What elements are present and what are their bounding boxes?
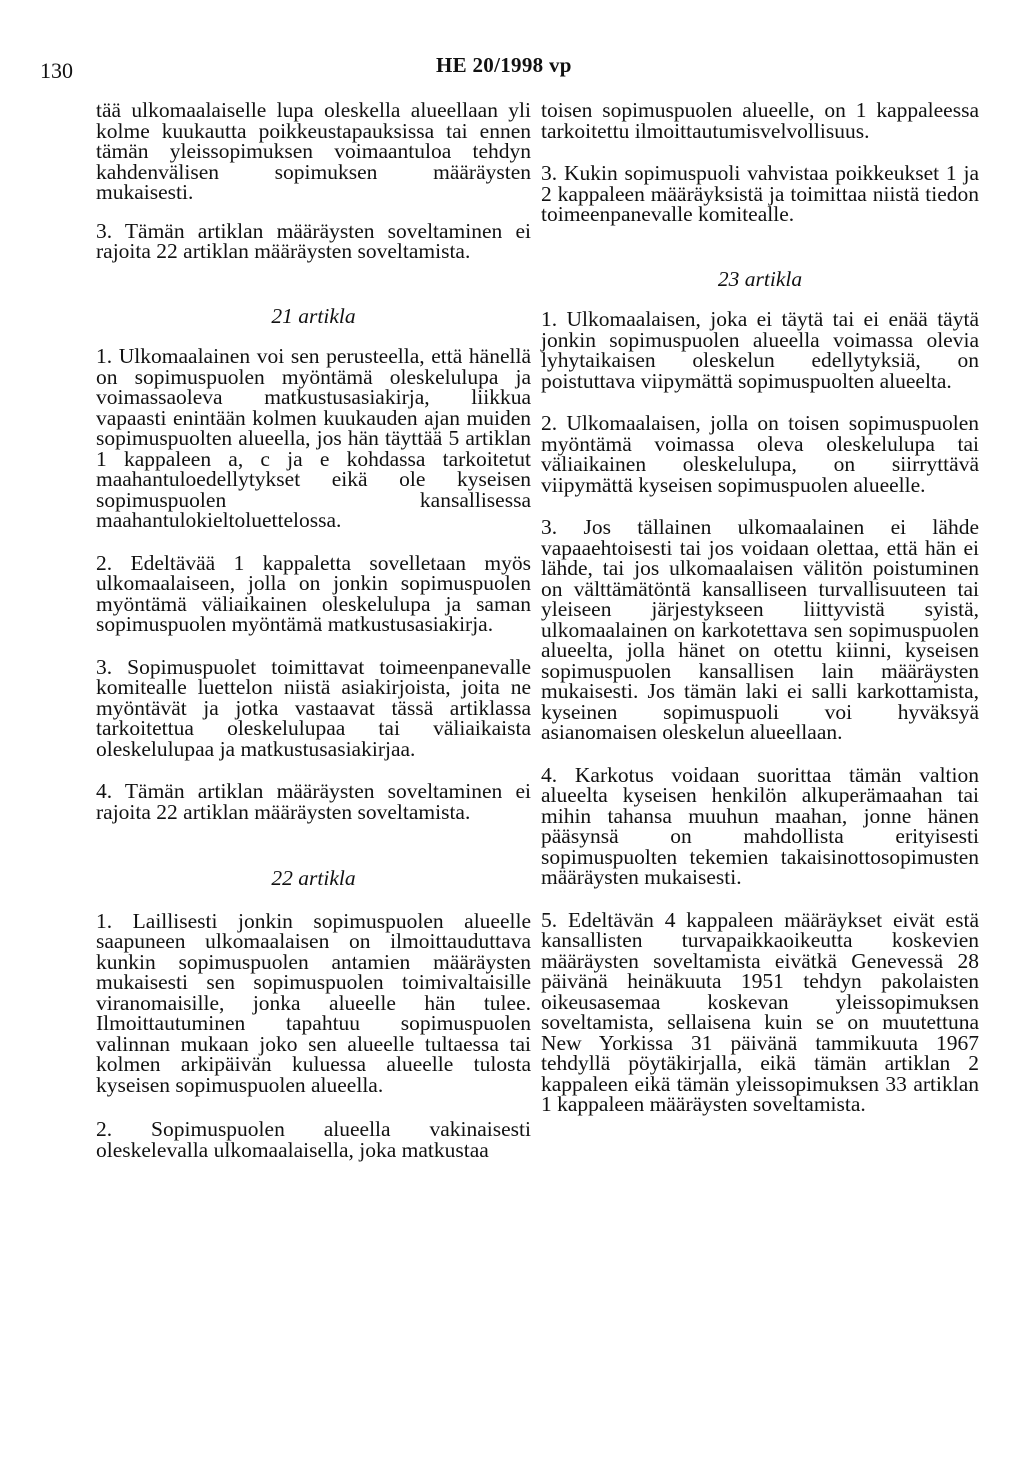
article-heading-21: 21 artikla	[271, 303, 356, 328]
paragraph: 1. Ulkomaalainen voi sen perusteella, että hänellä on sopimuspuolen myöntämä oleskelulupa ja voimassaoleva matkustusasiakirja, liikkua vapaasti enintään kolmen kuukauden ajan muiden sopimuspuolten alueella, jos hän täyttää 5 artiklan 1 kappaleen a, c ja e kohdassa tarkoitetut maahantuloedellytykset eikä ole kyseisen sopimuspuolen kansallisessa maahantulokieltoluettelossa.	[96, 344, 531, 532]
paragraph: 2. Edeltävää 1 kappaletta sovelletaan myös ulkomaalaiseen, jolla on jonkin sopimuspuolen myöntämä väliaikainen oleskelulupa ja saman sopimuspuolen myöntämä matkustusasiakirja.	[96, 550, 531, 636]
paragraph: 3. Kukin sopimuspuoli vahvistaa poikkeukset 1 ja 2 kappaleen määräyksistä ja toimittaa niistä tiedon toimeenpanevalle komitealle.	[541, 161, 979, 226]
paragraph: 4. Tämän artiklan määräysten soveltaminen ei rajoita 22 artiklan määräysten soveltamista.	[96, 779, 531, 824]
paragraph: tää ulkomaalaiselle lupa oleskella alueellaan yli kolme kuukautta poikkeustapauksissa tai ennen tämän yleissopimuksen voimaantuloa tehdyn kahdenvälisen sopimuksen määräysten mukaisesti.	[96, 98, 531, 204]
running-title: HE 20/1998 vp	[436, 53, 572, 77]
page-number: 130	[40, 58, 73, 83]
right-column	[541, 84, 979, 1115]
article-heading-22: 22 artikla	[271, 866, 356, 890]
left-column	[96, 84, 531, 1160]
paragraph: toisen sopimuspuolen alueelle, on 1 kappaleessa tarkoitettu ilmoittautumisvelvollisuus.	[541, 98, 979, 143]
paragraph: 1. Ulkomaalaisen, joka ei täytä tai ei enää täytä jonkin sopimuspuolen alueella voimassa olevia lyhytaikaisen oleskelun edellytyksiä, on poistuttava viipymättä sopimuspuolten alueelta.	[541, 307, 979, 393]
paragraph: 2. Sopimuspuolen alueella vakinaisesti oleskelevalla ulkomaalaisella, joka matkustaa	[96, 1117, 531, 1162]
paragraph: 2. Ulkomaalaisen, jolla on toisen sopimuspuolen myöntämä voimassa oleva oleskelulupa tai väliaikainen oleskelulupa, on siirryttävä viipymättä kyseisen sopimuspuolen alueelle.	[541, 411, 979, 497]
paragraph: 3. Sopimuspuolet toimittavat toimeenpanevalle komitealle luettelon niistä asiakirjoista, joita ne myöntävät ja jotka vastaavat tässä artiklassa tarkoitettua oleskelulupaa tai väliaikaista oleskelulupaa ja matkustusasiakirjaa.	[96, 654, 531, 761]
paragraph: 4. Karkotus voidaan suorittaa tämän valtion alueelta kyseisen henkilön alkuperämaahan tai mihin tahansa muuhun maahan, jonne hänen pääsynsä on mahdollista erityisesti sopimuspuolten tekemien takaisinottosopimusten määräysten mukaisesti.	[541, 762, 979, 889]
paragraph: 1. Laillisesti jonkin sopimuspuolen alueelle saapuneen ulkomaalaisen on ilmoittauduttava kunkin sopimuspuolen antamien määräysten mukaisesti sen sopimuspuolen toimivaltaisille viranomaisille, jonka alueelle hän tulee. Ilmoittautuminen tapahtuu sopimuspuolen valinnan mukaan joko sen alueelle tultaessa tai kolmen arkipäivän kuluessa alueelle tulosta kyseisen sopimuspuolen alueella.	[96, 908, 531, 1097]
paragraph: 5. Edeltävän 4 kappaleen määräykset eivät estä kansallisten turvapaikkaoikeutta koskevien määräysten soveltamista eivätkä Genevessä 28 päivänä heinäkuuta 1951 tehdyn pakolaisten oikeusasemaa koskevan yleissopimuksen soveltamista, sellaisena kuin se on muutettuna New Yorkissa 31 päivänä tammikuuta 1967 tehdyllä pöytäkirjalla, eikä tämän artiklan 2 kappaleen eikä tämän yleissopimuksen 33 artiklan 1 kappaleen määräysten soveltamista.	[541, 907, 979, 1116]
paragraph: 3. Jos tällainen ulkomaalainen ei lähde vapaaehtoisesti tai jos voidaan olettaa, että hän ei lähde, tai jos ulkomaalaisen välitön poistuminen on välttämätöntä kansalliseen turvallisuuteen tai yleiseen järjestykseen liittyvistä syistä, ulkomaalainen on karkotettava sen sopimuspuolen alueelta, jolla hänet on otettu kiinni, kyseisen sopimuspuolen kansallisen lain määräysten mukaisesti. Jos tämän laki ei salli karkottamista, kyseinen sopimuspuoli voi hyväksyä asianomaisen oleskelun alueellaan.	[541, 515, 979, 744]
article-heading-23: 23 artikla	[717, 266, 803, 291]
paragraph: 3. Tämän artiklan määräysten soveltaminen ei rajoita 22 artiklan määräysten soveltamista.	[96, 218, 531, 263]
